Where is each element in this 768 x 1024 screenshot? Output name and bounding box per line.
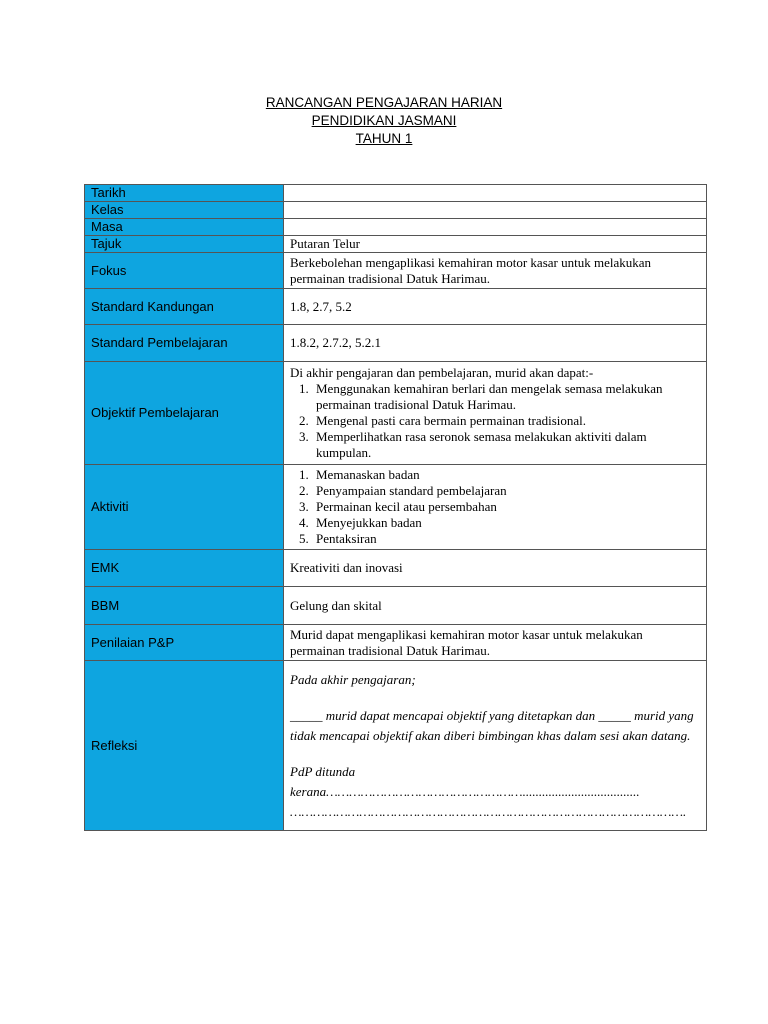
value-emk: Kreativiti dan inovasi	[284, 550, 707, 587]
objektif-intro: Di akhir pengajaran dan pembelajaran, murid akan dapat:-	[290, 365, 594, 380]
value-standard-kandungan: 1.8, 2.7, 5.2	[284, 289, 707, 325]
table-row	[85, 587, 707, 625]
value-tajuk: Putaran Telur	[284, 236, 707, 253]
value-standard-pembelajaran: 1.8.2, 2.7.2, 5.2.1	[284, 325, 707, 362]
label-emk: EMK	[85, 550, 284, 587]
label-kelas: Kelas	[85, 202, 284, 219]
list-item: 3. Memperlihatkan rasa seronok semasa melakukan aktiviti dalam kumpulan.	[312, 429, 700, 461]
label-tajuk: Tajuk	[85, 236, 284, 253]
label-penilaian: Penilaian P&P	[85, 625, 284, 661]
table-row	[85, 661, 707, 831]
label-refleksi: Refleksi	[85, 661, 284, 831]
table-row	[85, 362, 707, 465]
document-title	[0, 94, 768, 148]
refleksi-line-1: Pada akhir pengajaran;	[290, 671, 416, 687]
table-row	[85, 219, 707, 236]
label-standard-pembelajaran: Standard Pembelajaran	[85, 325, 284, 362]
list-item: 4. Menyejukkan badan	[312, 515, 700, 531]
value-bbm: Gelung dan skital	[284, 587, 707, 625]
list-item: 1. Menggunakan kemahiran berlari dan mengelak semasa melakukan permainan tradisional Datuk Harimau.	[312, 381, 700, 413]
refleksi-line-2: _____ murid dapat mencapai objektif yang ditetapkan dan _____ murid yang tidak mencapai objektif akan diberi bimbingan khas dalam sesi akan datang.	[290, 707, 694, 743]
value-fokus: Berkebolehan mengaplikasi kemahiran motor kasar untuk melakukan permainan tradisional Datuk Harimau.	[284, 253, 707, 289]
title-line-1: RANCANGAN PENGAJARAN HARIAN	[265, 95, 503, 110]
value-kelas	[284, 202, 707, 219]
lesson-plan-table	[84, 184, 707, 831]
title-line-3: TAHUN 1	[355, 131, 413, 146]
refleksi-line-4: ………………………………………………………………………………………….	[290, 803, 687, 819]
list-item: 2. Mengenal pasti cara bermain permainan tradisional.	[312, 413, 700, 429]
table-row	[85, 253, 707, 289]
table-row	[85, 550, 707, 587]
refleksi-line-3: PdP ditunda kerana……………………………………………....................................	[290, 763, 640, 799]
table-row	[85, 325, 707, 362]
label-masa: Masa	[85, 219, 284, 236]
label-tarikh: Tarikh	[85, 185, 284, 202]
table-row	[85, 625, 707, 661]
list-item: 1. Memanaskan badan	[312, 467, 700, 483]
aktiviti-list	[290, 467, 700, 547]
label-standard-kandungan: Standard Kandungan	[85, 289, 284, 325]
list-item: 5. Pentaksiran	[312, 531, 700, 547]
table-row	[85, 465, 707, 550]
value-aktiviti	[284, 465, 707, 550]
value-tarikh	[284, 185, 707, 202]
value-objektif	[284, 362, 707, 465]
label-objektif: Objektif Pembelajaran	[85, 362, 284, 465]
label-bbm: BBM	[85, 587, 284, 625]
value-masa	[284, 219, 707, 236]
table-row	[85, 289, 707, 325]
list-item: 2. Penyampaian standard pembelajaran	[312, 483, 700, 499]
table-row	[85, 185, 707, 202]
title-line-2: PENDIDIKAN JASMANI	[311, 113, 457, 128]
table-row	[85, 236, 707, 253]
list-item: 3. Permainan kecil atau persembahan	[312, 499, 700, 515]
table-row	[85, 202, 707, 219]
value-penilaian: Murid dapat mengaplikasi kemahiran motor kasar untuk melakukan permainan tradisional Datuk Harimau.	[284, 625, 707, 661]
value-refleksi	[284, 661, 707, 831]
label-aktiviti: Aktiviti	[85, 465, 284, 550]
objektif-list	[290, 381, 700, 461]
label-fokus: Fokus	[85, 253, 284, 289]
